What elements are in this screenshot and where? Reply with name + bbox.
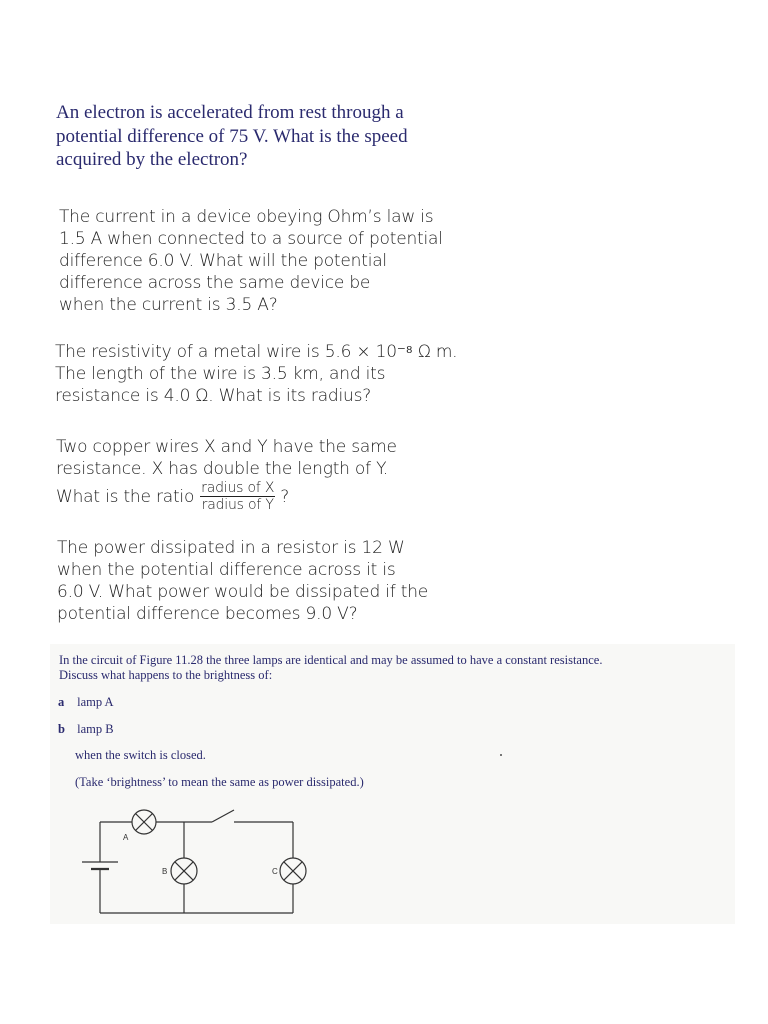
question-copper-wires xyxy=(56,436,476,513)
question-line: difference 6.0 V. What will the potential xyxy=(59,251,387,271)
part-a-letter: a xyxy=(58,695,65,709)
question-line: The resistivity of a metal wire is 5.6 × 10⁻⁸ Ω m. xyxy=(55,342,458,362)
question-line: difference across the same device be xyxy=(59,273,371,293)
lamp-c-icon xyxy=(280,858,306,884)
lamp-c-label: C xyxy=(272,867,278,876)
question-line: The current in a device obeying Ohm’s law is xyxy=(59,207,434,227)
fraction-denominator: radius of Y xyxy=(201,497,274,513)
question-ohms-law xyxy=(59,206,479,316)
question-line: when the current is 3.5 A? xyxy=(59,295,278,315)
cell-icon xyxy=(82,862,118,869)
ratio-suffix: ? xyxy=(280,486,290,507)
lamp-b-label: B xyxy=(162,867,168,876)
question-line: The length of the wire is 3.5 km, and its xyxy=(55,364,386,384)
part-b xyxy=(58,722,114,737)
question-line: acquired by the electron? xyxy=(56,149,248,170)
question-line: An electron is accelerated from rest through a xyxy=(56,102,404,123)
question-power-dissipated xyxy=(57,537,477,625)
ratio-line xyxy=(56,480,476,513)
lamp-a-label: A xyxy=(123,833,129,842)
question-line: 1.5 A when connected to a source of potential xyxy=(59,229,443,249)
lamp-b-icon xyxy=(171,858,197,884)
question-line: potential difference becomes 9.0 V? xyxy=(57,604,358,624)
fraction-numerator: radius of X xyxy=(201,480,275,496)
question-line: potential difference of 75 V. What is the speed xyxy=(56,125,408,147)
part-a xyxy=(58,695,114,710)
circuit-question-intro xyxy=(59,653,731,683)
part-b-text: lamp B xyxy=(77,722,114,736)
question-line: The power dissipated in a resistor is 12 W xyxy=(57,538,405,558)
question-line: 6.0 V. What power would be dissipated if the xyxy=(57,582,429,602)
lamp-a-icon xyxy=(132,810,156,834)
question-line: Two copper wires X and Y have the same xyxy=(56,437,397,457)
switch-icon xyxy=(212,810,234,822)
part-b-letter: b xyxy=(58,722,65,736)
question-line: resistance. X has double the length of Y. xyxy=(56,459,389,479)
ratio-prefix: What is the ratio xyxy=(56,486,195,507)
question-line: resistance is 4.0 Ω. What is its radius? xyxy=(55,386,372,406)
circuit-diagram xyxy=(72,800,322,920)
brightness-note: (Take ‘brightness’ to mean the same as power dissipated.) xyxy=(75,775,364,789)
intro-line: In the circuit of Figure 11.28 the three lamps are identical and may be assumed to have a constant resistance. xyxy=(59,653,603,667)
question-line: when the potential difference across it is xyxy=(57,560,396,580)
part-a-text: lamp A xyxy=(77,695,114,709)
question-electron-speed xyxy=(56,101,456,172)
switch-note: when the switch is closed. xyxy=(75,748,206,762)
ratio-fraction xyxy=(200,480,275,513)
intro-line: Discuss what happens to the brightness of: xyxy=(59,668,273,682)
stray-mark xyxy=(500,754,502,756)
question-resistivity xyxy=(55,341,485,407)
